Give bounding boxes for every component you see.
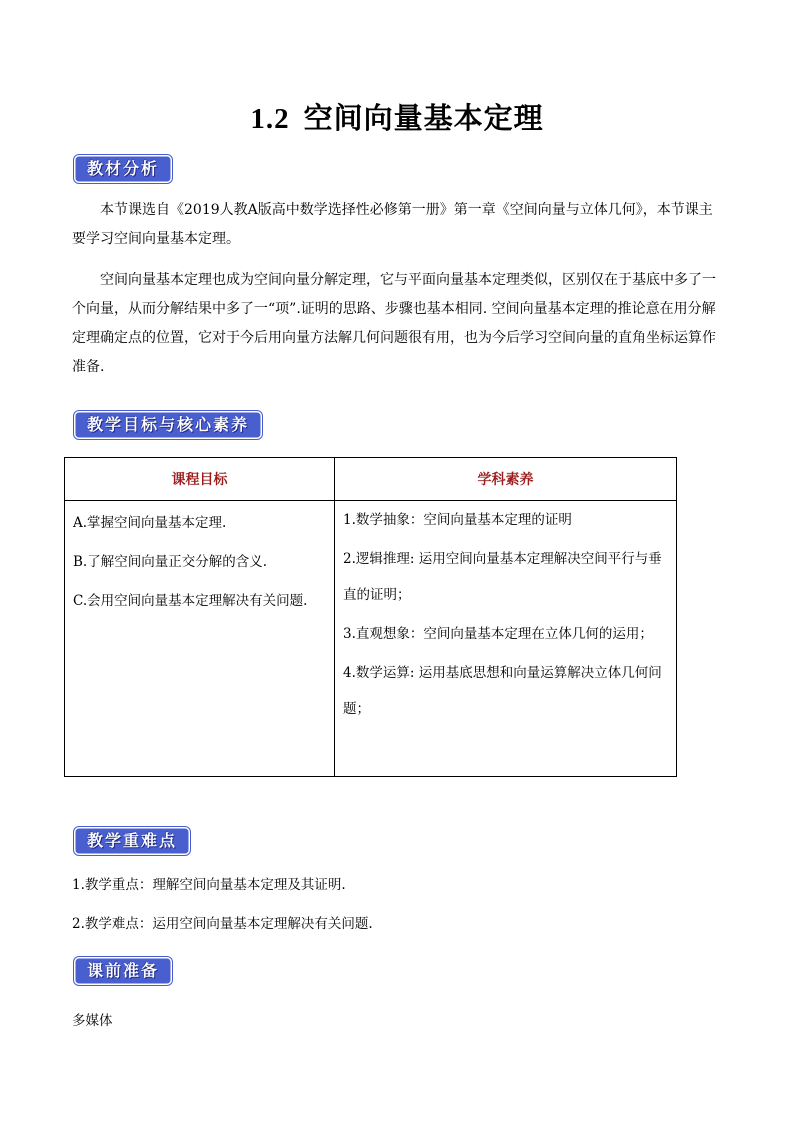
literacy-item: 1.数学抽象：空间向量基本定理的证明 xyxy=(343,512,572,528)
page-title xyxy=(0,96,794,137)
title-number: 1.2 xyxy=(250,103,290,135)
goal-item: B.了解空间向量正交分解的含义. xyxy=(73,554,268,570)
literacy-item: 3.直观想象：空间向量基本定理在立体几何的运用； xyxy=(343,626,653,642)
key-point-2: 2.教学难点：运用空间向量基本定理解决有关问题. xyxy=(72,916,373,932)
key-point-1: 1.教学重点：理解空间向量基本定理及其证明. xyxy=(72,877,346,893)
subject-literacy-cell xyxy=(335,501,677,777)
section-heading-analysis: 教材分析 xyxy=(74,155,172,183)
goal-item: A.掌握空间向量基本定理. xyxy=(73,515,227,531)
preparation-content: 多媒体 xyxy=(72,1013,113,1029)
literacy-item: 2.逻辑推理: 运用空间向量基本定理解决空间平行与垂直的证明； xyxy=(343,551,662,603)
goal-item: C.会用空间向量基本定理解决有关问题. xyxy=(73,593,308,609)
header-course-goals: 课程目标 xyxy=(65,458,335,501)
section-heading-key-points: 教学重难点 xyxy=(74,827,190,855)
literacy-item: 4.数学运算: 运用基底思想和向量运算解决立体几何问题； xyxy=(343,665,662,717)
section-heading-objectives: 教学目标与核心素养 xyxy=(74,411,262,439)
header-subject-literacy: 学科素养 xyxy=(335,458,677,501)
objectives-table xyxy=(64,457,677,777)
title-text: 空间向量基本定理 xyxy=(303,101,544,135)
analysis-paragraph-1: 本节课选自《2019人教A版高中数学选择性必修第一册》第一章《空间向量与立体几何》，本节课主要学习空间向量基本定理。 xyxy=(72,202,713,247)
course-goals-cell xyxy=(65,501,335,777)
analysis-paragraph-2: 空间向量基本定理也成为空间向量分解定理，它与平面向量基本定理类似，区别仅在于基底中多了一个向量，从而分解结果中多了一“项”.证明的思路、步骤也基本相同. 空间向量基本定理的推论意在用分解定理确定点的位置，它对于今后用向量方法解几何问题很有用，也为今后学习空间向量的直角坐标运算作准备. xyxy=(72,272,716,375)
section-heading-preparation: 课前准备 xyxy=(74,957,172,985)
